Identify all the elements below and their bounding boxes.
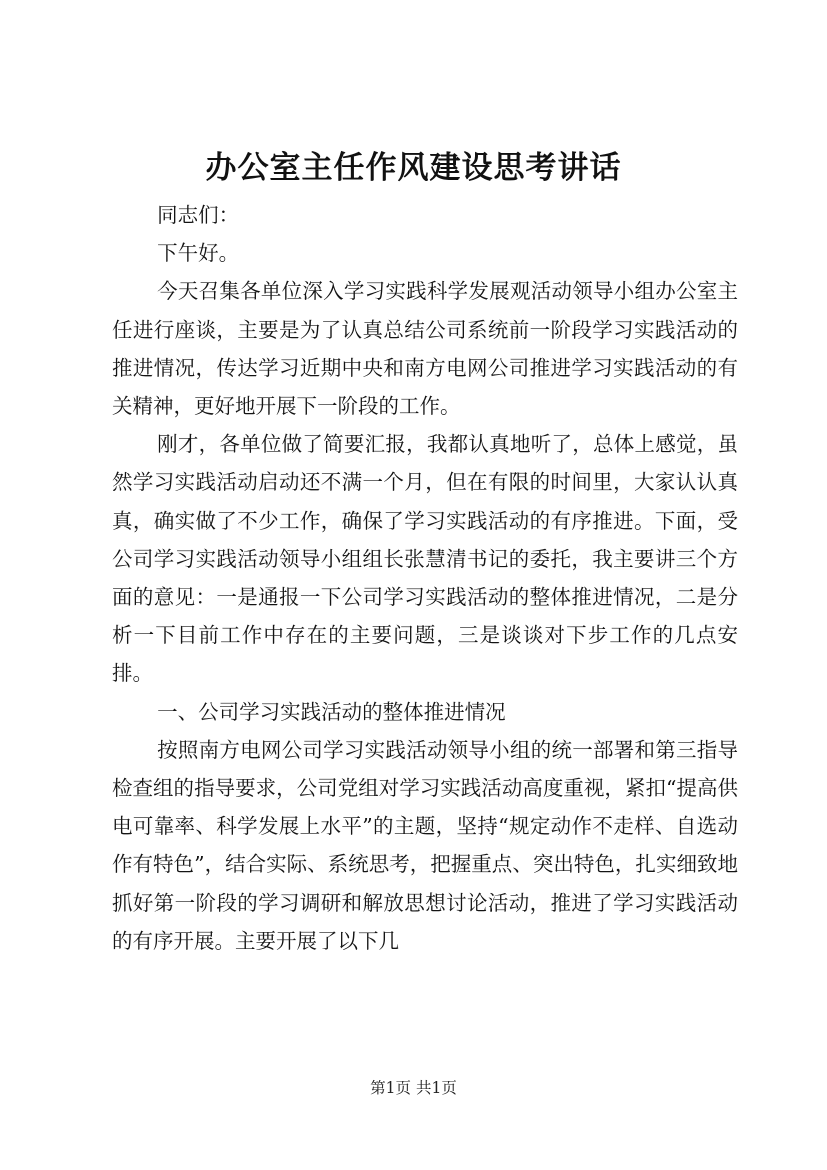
greeting: 下午好。	[157, 241, 240, 266]
paragraph-opening: 今天召集各单位深入学习实践科学发展观活动领导小组办公室主任进行座谈，主要是为了认真总结公司系统前一阶段学习实践活动的推进情况，传达学习近期中央和南方电网公司推进学习实践活动的有关精神，更好地开展下一阶段的工作。	[112, 279, 738, 419]
document-body	[112, 196, 738, 960]
salutation: 同志们：	[157, 203, 240, 227]
paragraph-overview: 刚才，各单位做了简要汇报，我都认真地听了，总体上感觉，虽然学习实践活动启动还不满一个月，但在有限的时间里，大家认认真真，确实做了不少工作，确保了学习实践活动的有序推进。下面，受公司学习实践活动领导小组组长张慧清书记的委托，我主要讲三个方面的意见：一是通报一下公司学习实践活动的整体推进情况，二是分析一下目前工作中存在的主要问题，三是谈谈对下步工作的几点安排。	[112, 432, 738, 686]
document-title: 办公室主任作风建设思考讲话	[205, 150, 622, 186]
paragraph-section-one: 按照南方电网公司学习实践活动领导小组的统一部署和第三指导检查组的指导要求，公司党组对学习实践活动高度重视，紧扣“提高供电可靠率、科学发展上水平”的主题，坚持“规定动作不走样、自选动作有特色”，结合实际、系统思考，把握重点、突出特色，扎实细致地抓好第一阶段的学习调研和解放思想讨论活动，推进了学习实践活动的有序开展。主要开展了以下几	[112, 737, 738, 953]
section-heading: 一、公司学习实践活动的整体推进情况	[157, 699, 506, 724]
page-footer: 第1页 共1页	[370, 1079, 457, 1097]
